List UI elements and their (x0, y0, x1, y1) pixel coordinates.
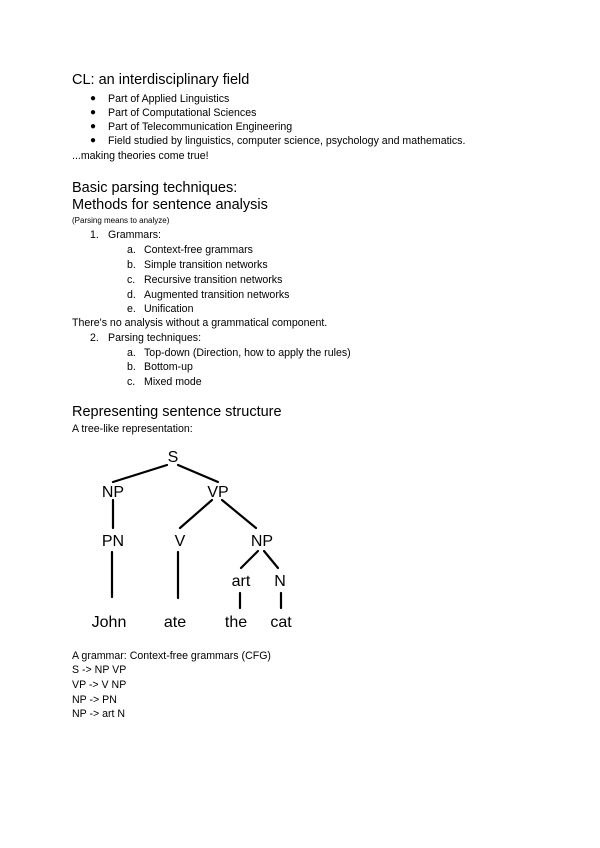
bullet-icon: ● (90, 135, 97, 146)
sub-text: Augmented transition networks (144, 289, 290, 301)
parsing-heading: Basic parsing techniques: (72, 180, 238, 196)
sub-letter: c. (127, 376, 136, 388)
cl-heading: CL: an interdisciplinary field (72, 72, 250, 88)
interlude-text: There's no analysis without a grammatical component. (72, 317, 328, 329)
bullet-text: Part of Computational Sciences (108, 107, 257, 119)
structure-intro: A tree-like representation: (72, 423, 193, 435)
sub-text: Top-down (Direction, how to apply the rules) (144, 347, 351, 359)
grammar-rule: NP -> PN (72, 694, 117, 706)
tree-word-ate: ate (163, 614, 187, 631)
bullet-icon: ● (90, 107, 97, 118)
sub-text: Simple transition networks (144, 259, 268, 271)
sub-letter: a. (127, 347, 136, 359)
sub-text: Mixed mode (144, 376, 202, 388)
tree-node-np2: NP (250, 533, 274, 550)
tree-node-n: N (274, 573, 286, 590)
sub-text: Bottom-up (144, 361, 193, 373)
grammar-rule: S -> NP VP (72, 664, 127, 676)
parsing-note: (Parsing means to analyze) (72, 216, 170, 225)
edge-np-n (264, 551, 278, 568)
tree-node-pn: PN (101, 533, 125, 550)
sub-letter: e. (127, 303, 136, 315)
bullet-icon: ● (90, 121, 97, 132)
bullet-text: Part of Telecommunication Engineering (108, 121, 293, 133)
tree-node-v: V (174, 533, 186, 550)
tree-node-s: S (167, 449, 179, 466)
sub-letter: b. (127, 259, 136, 271)
bullet-icon: ● (90, 93, 97, 104)
tree-word-the: the (224, 614, 248, 631)
sub-letter: d. (127, 289, 136, 301)
tree-word-cat: cat (270, 614, 292, 631)
edge-vp-v (180, 500, 212, 528)
sub-text: Unification (144, 303, 194, 315)
sub-letter: c. (127, 274, 136, 286)
list-number: 1. (90, 229, 99, 241)
grammar-title: A grammar: Context-free grammars (CFG) (72, 650, 271, 662)
sub-letter: a. (127, 244, 136, 256)
cl-tagline: ...making theories come true! (72, 150, 209, 162)
edge-vp-np (222, 500, 256, 528)
bullet-text: Field studied by linguistics, computer science, psychology and mathematics. (108, 135, 466, 147)
sub-text: Recursive transition networks (144, 274, 283, 286)
edge-s-np (113, 465, 167, 482)
list-number: 2. (90, 332, 99, 344)
tree-node-art: art (231, 573, 251, 590)
edge-np-art (241, 551, 258, 568)
tree-node-vp: VP (207, 484, 229, 501)
edge-s-vp (178, 465, 218, 482)
grammar-rule: NP -> art N (72, 708, 126, 720)
bullet-text: Part of Applied Linguistics (108, 93, 230, 105)
grammar-rule: VP -> V NP (72, 679, 127, 691)
sub-text: Context-free grammars (144, 244, 253, 256)
sub-letter: b. (127, 361, 136, 373)
list-label: Parsing techniques: (108, 332, 202, 344)
tree-node-np: NP (101, 484, 125, 501)
list-label: Grammars: (108, 229, 161, 241)
structure-heading: Representing sentence structure (72, 404, 282, 420)
tree-word-john: John (91, 614, 127, 631)
methods-heading: Methods for sentence analysis (72, 197, 268, 213)
